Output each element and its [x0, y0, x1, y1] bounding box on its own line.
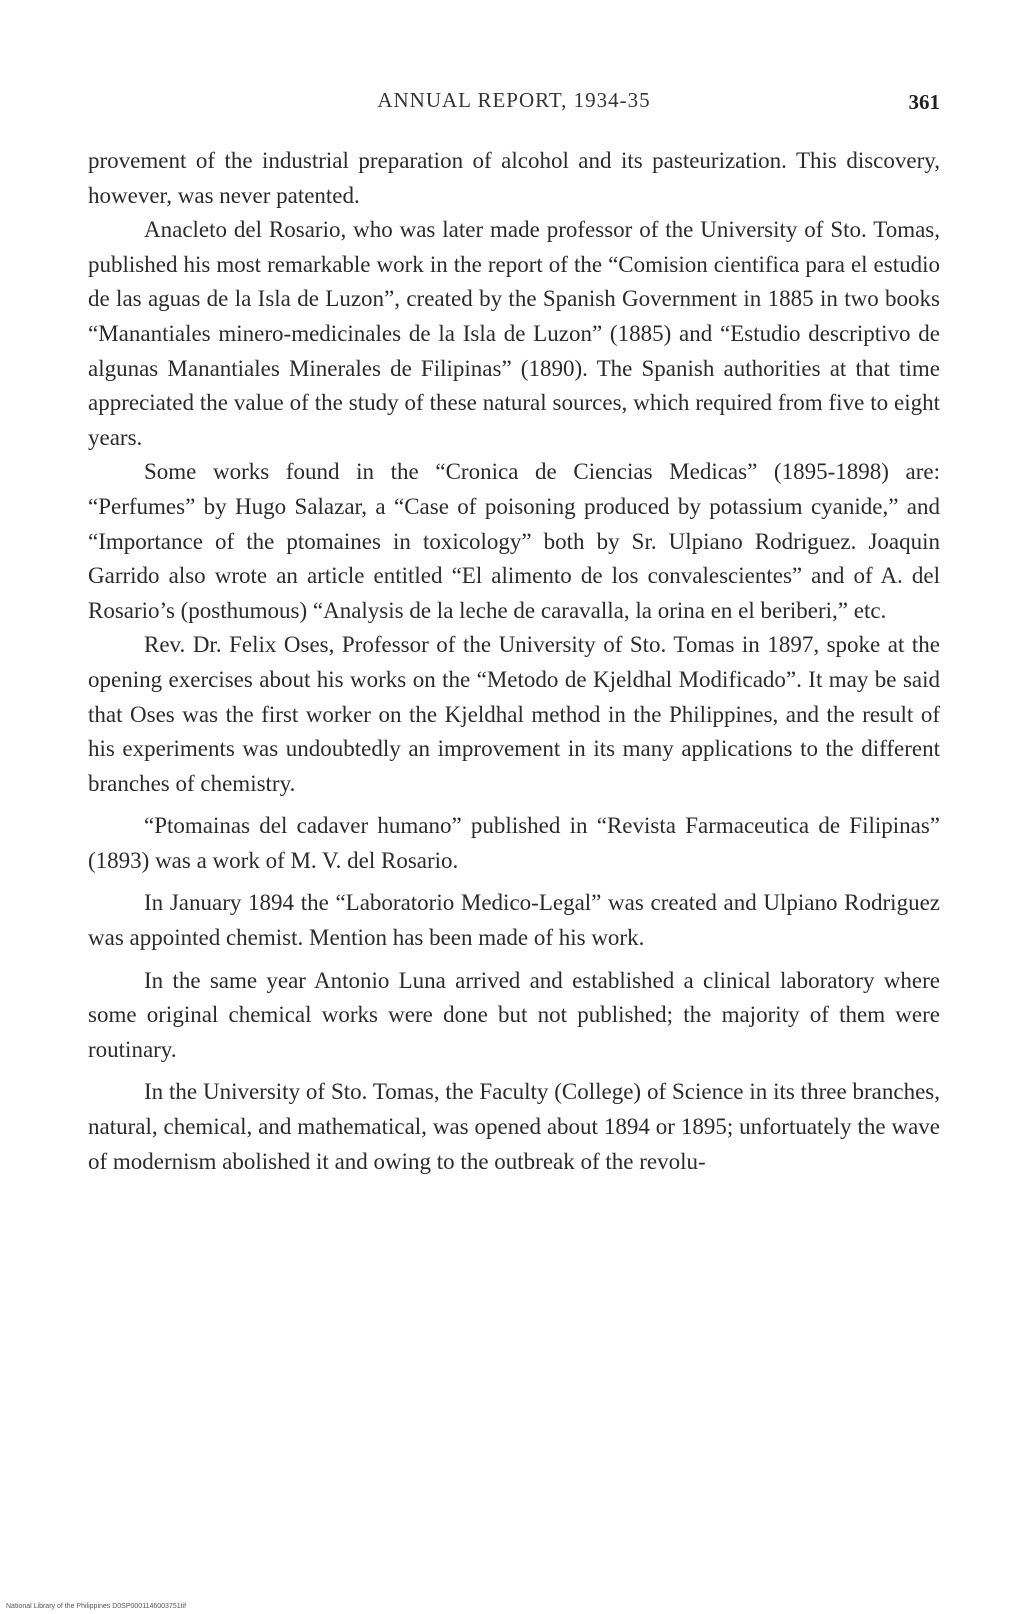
- paragraph-cronica-de-ciencias-medicas: Some works found in the “Cronica de Ciencias Medicas” (1895-1898) are: “Perfumes” by Hugo Salazar, a “Case of poisoning produced by potassium cyanide,” and “Importance of the ptomaines in toxicology” both by Sr. Ulpiano Rodriguez. Joaquin Garrido also wrote an article entitled “El alimento de los convalescientes” and of A. del Rosario’s (posthumous) “Analysis de la leche de caravalla, la orina en el beriberi,” etc.: [88, 459, 940, 623]
- paragraph-anacleto-del-rosario: Anacleto del Rosario, who was later made professor of the University of Sto. Tomas, published his most remarkable work in the report of the “Comision cientifica para el estudio de las aguas de la Isla de Luzon”, created by the Spanish Government in 1885 in two books “Manantiales minero-medicinales de la Isla de Luzon” (1885) and “Estudio descriptivo de algunas Manantiales Minerales de Filipinas” (1890). The Spanish authorities at that time appreciated the value of the study of these natural sources, which required from five to eight years.: [88, 217, 940, 450]
- page-header: [88, 88, 940, 122]
- paragraph-ptomainas: “Ptomainas del cadaver humano” published in “Revista Farmaceutica de Filipinas” (1893) was a work of M. V. del Rosario.: [88, 813, 940, 873]
- paragraph-continuation: provement of the industrial preparation of alcohol and its pasteurization. This discovery, however, was never patented.: [88, 148, 940, 208]
- running-title: ANNUAL REPORT, 1934-35: [377, 88, 651, 112]
- paragraph-faculty-of-science: In the University of Sto. Tomas, the Faculty (College) of Science in its three branches, natural, chemical, and mathematical, was opened about 1894 or 1895; unfortuately the wave of modernism abolished it and owing to the outbreak of the revolu-: [88, 1079, 940, 1174]
- scan-footer-credit: National Library of the Philippines D0SP0001146003751tif: [6, 1603, 187, 1610]
- paragraph-antonio-luna: In the same year Antonio Luna arrived and established a clinical laboratory where some original chemical works were done but not published; the majority of them were routinary.: [88, 967, 940, 1062]
- paragraph-laboratorio-medico-legal: In January 1894 the “Laboratorio Medico-Legal” was created and Ulpiano Rodriguez was appointed chemist. Mention has been made of his work.: [88, 890, 940, 951]
- body-text: [88, 144, 940, 1179]
- page-number: 361: [908, 90, 940, 114]
- paragraph-felix-oses: Rev. Dr. Felix Oses, Professor of the University of Sto. Tomas in 1897, spoke at the opening exercises about his works on the “Metodo de Kjeldhal Modificado”. It may be said that Oses was the first worker on the Kjeldhal method in the Philippines, and the result of his experiments was undoubtedly an improvement in its many applications to the different branches of chemistry.: [88, 632, 940, 796]
